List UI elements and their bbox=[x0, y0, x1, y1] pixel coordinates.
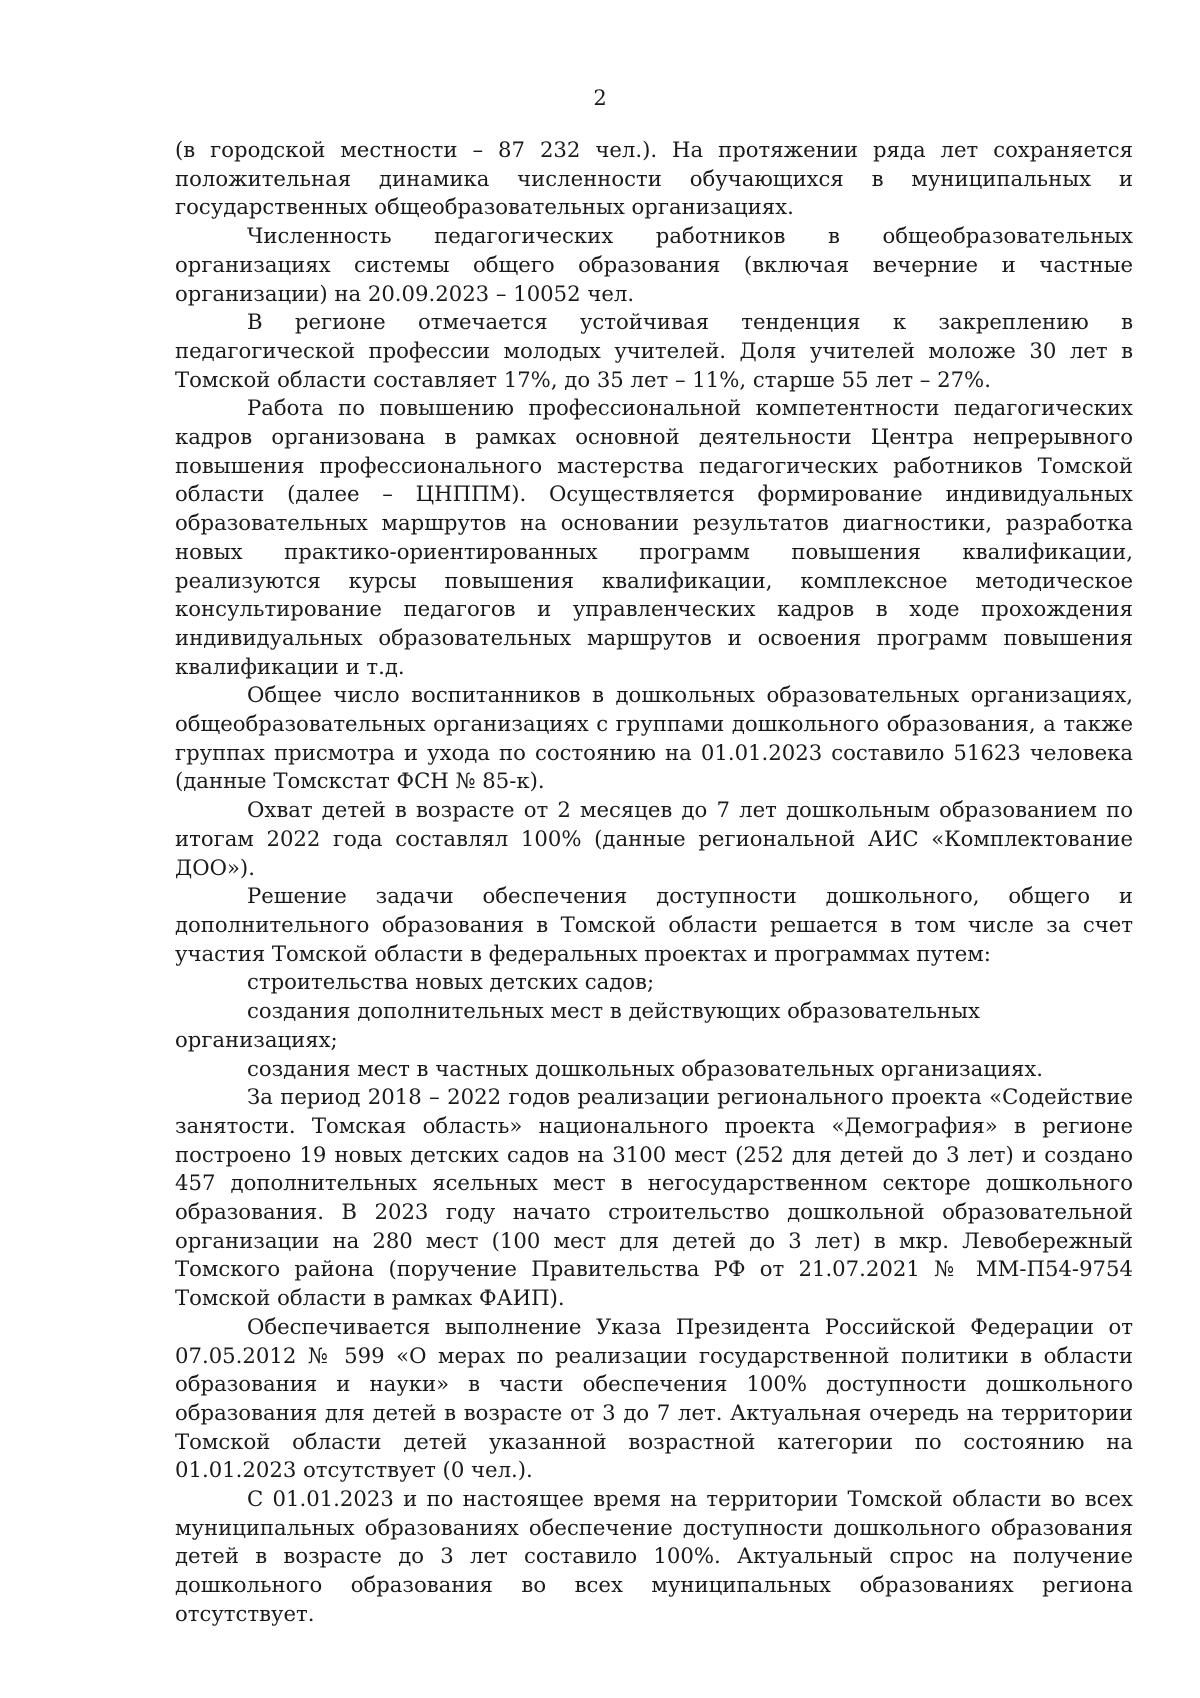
document-body bbox=[175, 136, 1133, 1629]
list-item-additional-places: создания дополнительных мест в действующих образовательных организациях; bbox=[175, 998, 980, 1052]
list-item-new-kindergartens: строительства новых детских садов; bbox=[247, 969, 655, 995]
list-item-private-places: создания мест в частных дошкольных образовательных организациях. bbox=[247, 1055, 1044, 1081]
page-number: 2 bbox=[593, 86, 607, 110]
paragraph-young-teachers: В регионе отмечается устойчивая тенденция к закреплению в педагогической профессии молодых учителей. Доля учителей моложе 30 лет в Томской области составляет 17%, до 35 лет – 11%, старше 55 лет – 27%. bbox=[175, 309, 1133, 392]
paragraph-presidential-decree: Обеспечивается выполнение Указа Президента Российской Федерации от 07.05.2012 № 599 «О мерах по реализации государственной политики в области образования и науки» в части обеспечения 100% доступности дошкольного образования для детей в возрасте от 3 до 7 лет. Актуальная очередь на территории Томской области детей указанной возрастной категории по состоянию на 01.01.2023 отсутствует (0 чел.). bbox=[175, 1313, 1133, 1483]
paragraph-continuation: (в городской местности – 87 232 чел.). На протяжении ряда лет сохраняется положительная динамика численности обучающихся в муниципальных и государственных общеобразовательных организациях. bbox=[175, 137, 1133, 220]
paragraph-professional-development: Работа по повышению профессиональной компетентности педагогических кадров организована в рамках основной деятельности Центра непрерывного повышения профессионального мастерства педагогических работников Томской области (далее – ЦНППМ). Осуществляется формирование индивидуальных образовательных маршрутов на основании результатов диагностики, разработка новых практико-ориентированных программ повышения квалификации, реализуются курсы повышения квалификации, комплексное методическое консультирование педагогов и управленческих кадров в ходе прохождения индивидуальных образовательных маршрутов и освоения программ повышения квалификации и т.д. bbox=[175, 395, 1133, 679]
paragraph-demography-project: За период 2018 – 2022 годов реализации регионального проекта «Содействие занятости. Томская область» национального проекта «Демография» в регионе построено 19 новых детских садов на 3100 мест (252 для детей до 3 лет) и создано 457 дополнительных ясельных мест в негосударственном секторе дошкольного образования. В 2023 году начато строительство дошкольной образовательной организации на 280 мест (100 мест для детей до 3 лет) в мкр. Левобережный Томского района (поручение Правительства РФ от 21.07.2021 № ММ-П54-9754 Томской области в рамках ФАИП). bbox=[175, 1084, 1133, 1311]
paragraph-preschool-pupils: Общее число воспитанников в дошкольных образовательных организациях, общеобразовательных организациях с группами дошкольного образования, а также группах присмотра и ухода по состоянию на 01.01.2023 составило 51623 человека (данные Томскстат ФСН № 85-к). bbox=[175, 682, 1133, 794]
paragraph-under-three-access: С 01.01.2023 и по настоящее время на территории Томской области во всех муниципальных образованиях обеспечение доступности дошкольного образования детей в возрасте до 3 лет составило 100%. Актуальный спрос на получение дошкольного образования во всех муниципальных образованиях региона отсутствует. bbox=[175, 1486, 1133, 1626]
paragraph-preschool-coverage: Охват детей в возрасте от 2 месяцев до 7 лет дошкольным образованием по итогам 2022 года составлял 100% (данные региональной АИС «Комплектование ДОО»). bbox=[175, 797, 1133, 880]
paragraph-teacher-count: Численность педагогических работников в общеобразовательных организациях системы общего образования (включая вечерние и частные организации) на 20.09.2023 – 10052 чел. bbox=[175, 223, 1133, 306]
paragraph-accessibility-task: Решение задачи обеспечения доступности дошкольного, общего и дополнительного образования в Томской области решается в том числе за счет участия Томской области в федеральных проектах и программах путем: bbox=[175, 883, 1133, 966]
